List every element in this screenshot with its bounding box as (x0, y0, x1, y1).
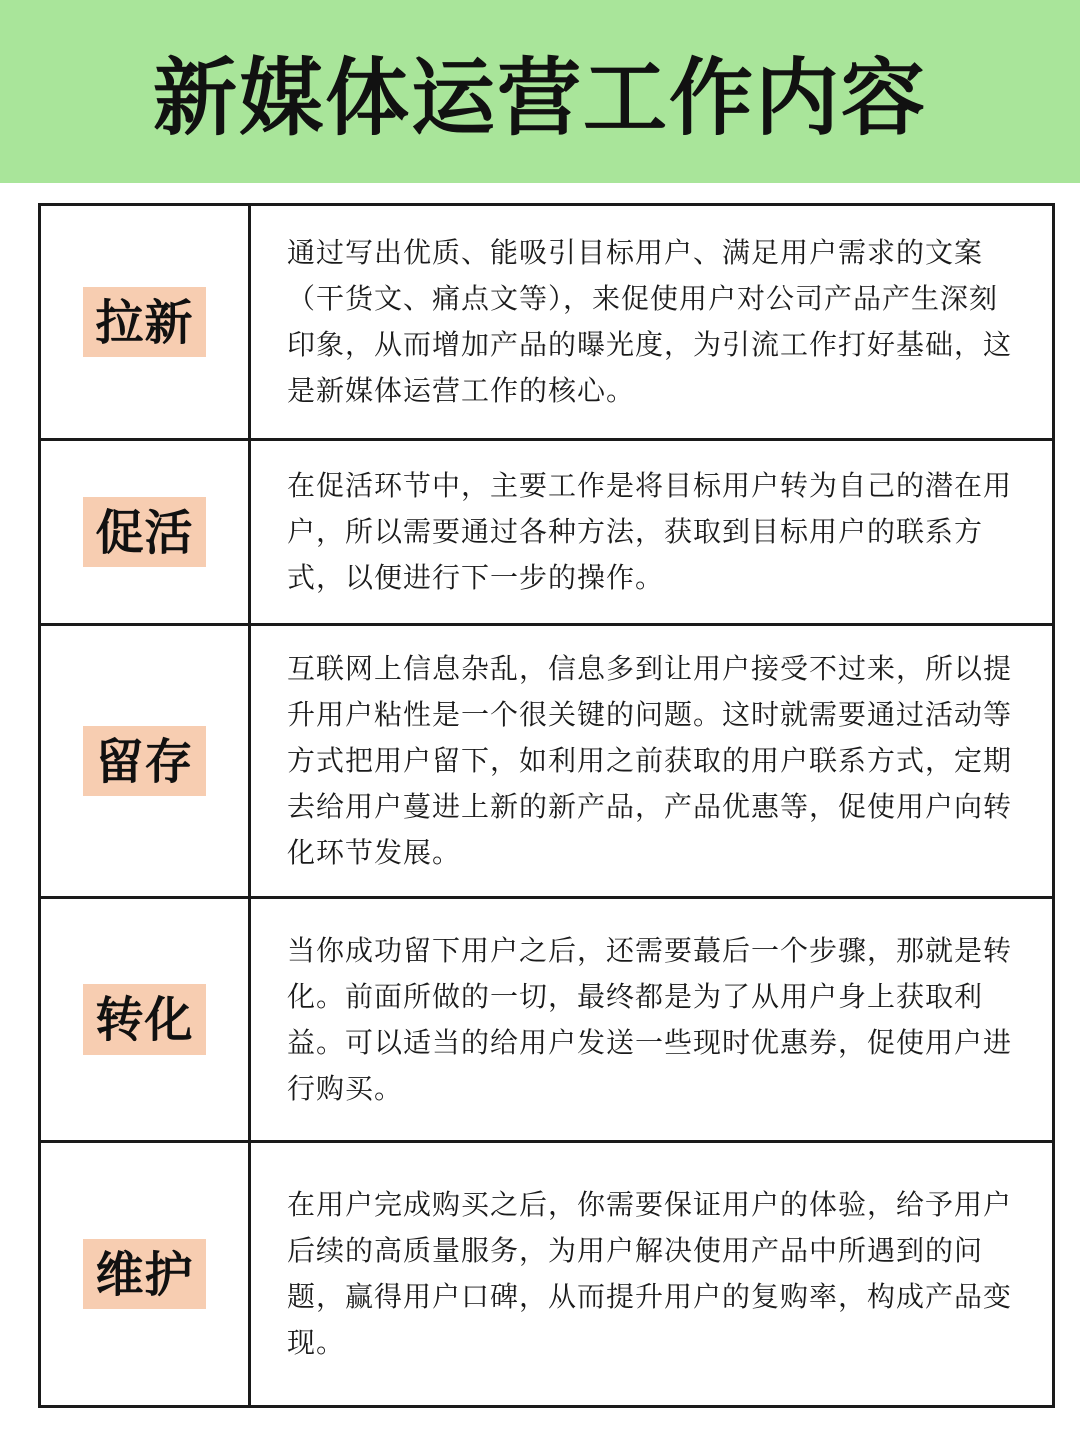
header-banner (0, 0, 1080, 183)
row-label: 留存 (83, 726, 205, 797)
row-label: 维护 (83, 1239, 205, 1310)
row-desc-cell (251, 1143, 1052, 1405)
row-description: 在促活环节中，主要工作是将目标用户转为自己的潜在用户，所以需要通过各种方法，获取到目标用户的联系方式，以便进行下一步的操作。 (287, 469, 1013, 594)
row-description: 当你成功留下用户之后，还需要蕞后一个步骤，那就是转化。前面所做的一切，最终都是为了从用户身上获取利益。可以适当的给用户发送一些现时优惠券，促使用户进行购买。 (287, 933, 1013, 1105)
row-desc-cell (251, 899, 1052, 1143)
row-description: 互联网上信息杂乱，信息多到让用户接受不过来，所以提升用户粘性是一个很关键的问题。这时就需要通过活动等方式把用户留下，如利用之前获取的用户联系方式，定期去给用户蔓进上新的新产品，产品优惠等，促使用户向转化环节发展。 (287, 652, 1013, 869)
row-desc-cell (251, 206, 1052, 441)
row-description: 通过写出优质、能吸引目标用户、满足用户需求的文案（干货文、痛点文等），来促使用户对公司产品产生深刻印象，从而增加产品的曝光度，为引流工作打好基础，这是新媒体运营工作的核心。 (287, 236, 1013, 407)
row-description: 在用户完成购买之后，你需要保证用户的体验，给予用户后续的高质量服务，为用户解决使用产品中所遇到的问题，赢得用户口碑，从而提升用户的复购率，构成产品变现。 (287, 1188, 1013, 1359)
row-label-cell (41, 441, 251, 626)
row-label-cell (41, 206, 251, 441)
row-desc-cell (251, 441, 1052, 626)
row-label: 拉新 (83, 287, 205, 358)
row-label-cell (41, 1143, 251, 1405)
row-label-cell (41, 626, 251, 899)
row-label: 促活 (83, 497, 205, 568)
page-title: 新媒体运营工作内容 (152, 49, 927, 147)
row-label-cell (41, 899, 251, 1143)
content-table (38, 203, 1055, 1408)
row-desc-cell (251, 626, 1052, 899)
row-label: 转化 (83, 984, 205, 1055)
